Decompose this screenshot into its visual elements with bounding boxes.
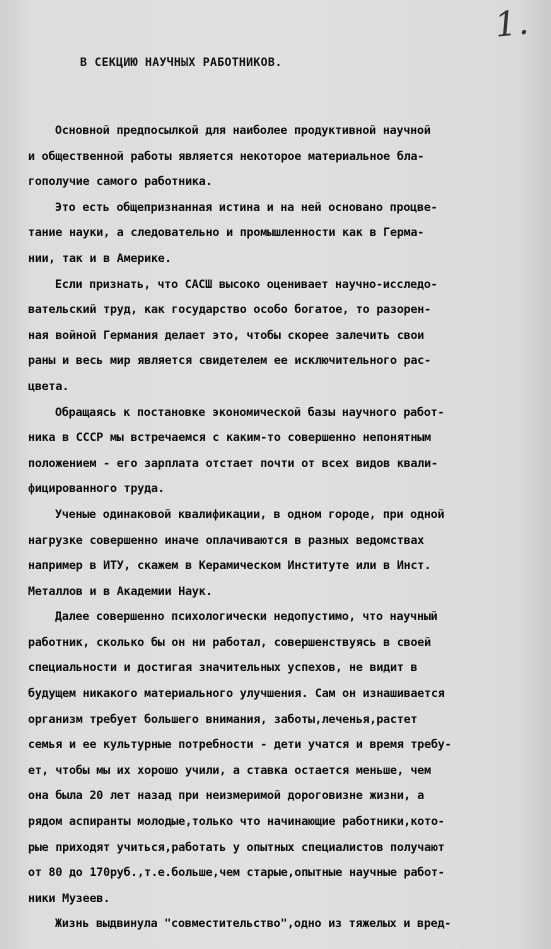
text-line: например в ИТУ, скажем в Керамическом Институте или в Инст. bbox=[28, 558, 431, 573]
text-line: Ученые одинаковой квалификации, в одном городе, при одной bbox=[55, 506, 445, 521]
text-line: работник, сколько бы он ни работал, совершенствуясь в своей bbox=[28, 634, 431, 649]
text-line: Если признать, что САСШ высоко оценивает научно-исследо- bbox=[55, 276, 438, 291]
text-line: специальности и достигая значительных успехов, не видит в bbox=[28, 660, 418, 675]
document-heading: В СЕКЦИЮ НАУЧНЫХ РАБОТНИКОВ. bbox=[80, 55, 283, 69]
text-line: Далее совершенно психологически недопустимо, что научный bbox=[55, 609, 438, 624]
text-line: Это есть общепризнанная истина и на ней основано процве- bbox=[55, 199, 438, 214]
text-line: тание науки, а следовательно и промышленности как в Герма- bbox=[28, 225, 425, 240]
text-line: фицированного труда. bbox=[28, 481, 165, 496]
text-line: Основной предпосылкой для наиболее продуктивной научной bbox=[55, 123, 431, 137]
text-line: Металлов и в Академии Наук. bbox=[28, 583, 213, 598]
text-line: от 80 до 170руб.,т.е.больше,чем старые,опытные научные работ- bbox=[28, 865, 445, 880]
text-line: раны и весь мир является свидетелем ее исключительного рас- bbox=[28, 353, 431, 368]
text-line: ника в СССР мы встречаемся с каким-то совершенно непонятным bbox=[28, 430, 431, 445]
text-line: и общественной работы является некоторое материальное бла- bbox=[28, 148, 425, 163]
page-number: 1. bbox=[492, 2, 531, 46]
text-line: она была 20 лет назад при неизмеримой дороговизне жизни, а bbox=[28, 788, 425, 803]
text-line: будущем никакого материального улучшения. Сам он изнашивается bbox=[28, 686, 445, 701]
text-line: ная войной Германия делает это, чтобы скорее залечить свои bbox=[28, 327, 425, 342]
text-line: ет, чтобы мы их хорошо учили, а ставка остается меньше, чем bbox=[28, 762, 431, 777]
text-line: организм требует большего внимания, заботы,леченья,растет bbox=[28, 711, 418, 726]
text-line: ники Музеев. bbox=[28, 890, 110, 905]
text-line: цвета. bbox=[28, 378, 69, 393]
text-line: рые приходят учиться,работать у опытных специалистов получают bbox=[28, 839, 445, 854]
text-line: Жизнь выдвинула "совместительство",одно из тяжелых и вред- bbox=[55, 916, 452, 931]
text-line: положением - его зарплата отстает почти от всех видов квали- bbox=[28, 455, 438, 470]
text-line: нии, так и в Америке. bbox=[28, 250, 172, 265]
document-body bbox=[28, 118, 540, 937]
text-line: вательский труд, как государство особо богатое, то разорен- bbox=[28, 302, 431, 317]
text-line: семья и ее культурные потребности - дети учатся и время требу- bbox=[28, 737, 452, 752]
text-line: Обращаясь к постановке экономической базы научного работ- bbox=[55, 404, 445, 419]
text-line: нагрузке совершенно иначе оплачиваются в разных ведомствах bbox=[28, 532, 425, 547]
text-line: гополучие самого работника. bbox=[28, 174, 213, 189]
text-line: рядом аспиранты молодые,только что начинающие работники,кото- bbox=[28, 814, 445, 829]
